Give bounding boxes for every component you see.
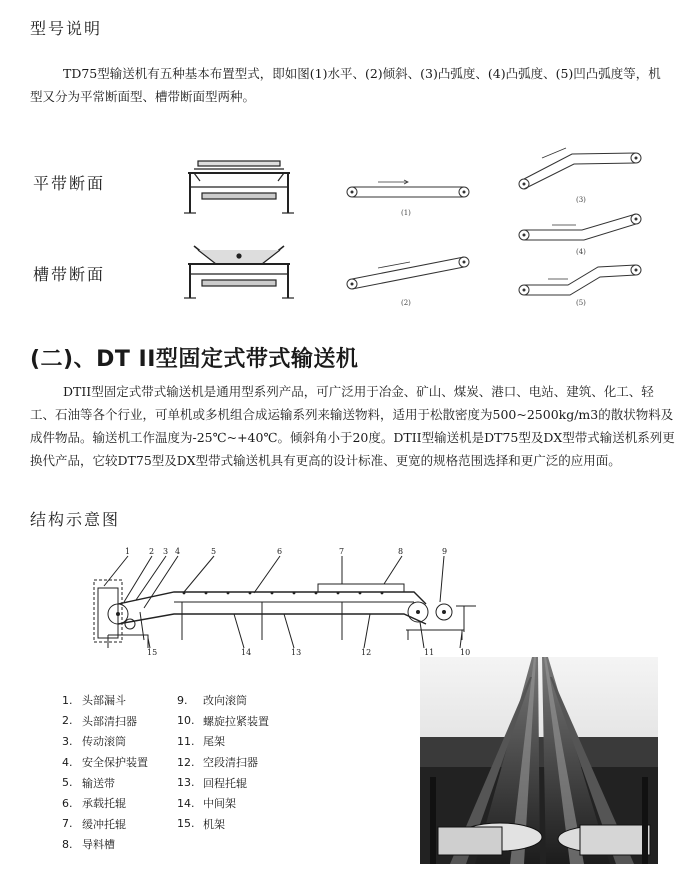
trough-cross-section-drawing: [180, 240, 298, 302]
legend-item: 1. 头部漏斗: [62, 693, 126, 708]
callout-9: 9: [442, 547, 448, 556]
layout-number-1: (1): [401, 209, 411, 217]
callout-1: 1: [125, 547, 131, 556]
callout-13: 13: [291, 648, 302, 657]
callout-14: 14: [241, 648, 252, 657]
legend-item: 14. 中间架: [177, 796, 236, 811]
dt2-description-paragraph: DTII型固定式带式输送机是通用型系列产品，可广泛用于冶金、矿山、煤炭、港口、电站、建筑、化工、轻工、石油等各个行业，可单机或多机组合成运输系列来输送物料，适用于松散密度为500~2500kg/m3的散状物料及成件物品。输送机工作温度为-25℃~+40℃。倾斜角小于20度。DTII型输送机是DT75型及DX型带式输送机系列更换代产品，它较DT75型及DX型带式输送机具有更高的设计标准、更宽的规格范围选择和更广泛的应用面。: [30, 384, 675, 468]
section-title-structure: 结构示意图: [30, 510, 121, 529]
flat-cross-section-drawing: [180, 155, 298, 217]
section-title-dt2: (二)、DT II型固定式带式输送机: [30, 347, 359, 372]
layout-number-5: (5): [576, 299, 586, 307]
legend-item: 8. 导料槽: [62, 837, 115, 852]
callout-12: 12: [361, 648, 372, 657]
structure-schematic-diagram: [84, 540, 484, 664]
legend-item: 12. 空段清扫器: [177, 755, 258, 770]
legend-item: 4. 安全保护装置: [62, 755, 148, 770]
legend-item: 15. 机架: [177, 817, 225, 831]
legend-item: 5. 输送带: [62, 776, 115, 790]
legend-item: 13. 回程托辊: [177, 776, 247, 790]
layout-convex-diagram: [512, 140, 652, 198]
flat-section-label: 平带断面: [33, 174, 106, 193]
model-intro-paragraph: TD75型输送机有五种基本布置型式，即如图(1)水平、(2)倾斜、(3)凸弧度、(4)凸弧度、(5)凹凸弧度等，机型又分为平常断面型、槽带断面型两种。: [30, 66, 661, 104]
callout-2: 2: [149, 547, 155, 556]
trough-section-label: 槽带断面: [33, 265, 106, 284]
callout-11: 11: [424, 648, 435, 657]
legend-item: 7. 缓冲托辊: [62, 817, 126, 831]
layout-inclined-diagram: [338, 248, 478, 298]
callout-8: 8: [398, 547, 404, 556]
legend-item: 6. 承载托辊: [62, 796, 126, 811]
layout-concave-convex-diagram: [512, 258, 652, 302]
callout-6: 6: [277, 547, 283, 556]
section-title-model: 型号说明: [30, 19, 103, 38]
callout-10: 10: [460, 648, 471, 657]
legend-item: 9. 改向滚筒: [177, 693, 247, 708]
legend-item: 2. 头部清扫器: [62, 714, 137, 728]
callout-15: 15: [147, 648, 158, 657]
legend-item: 11. 尾架: [177, 734, 225, 749]
legend-item: 3. 传动滚筒: [62, 734, 126, 749]
callout-7: 7: [339, 547, 345, 556]
legend-column-2: [177, 690, 269, 834]
callout-4: 4: [175, 547, 181, 556]
callout-3: 3: [163, 547, 169, 556]
conveyor-photo: [420, 657, 658, 864]
layout-number-2: (2): [401, 299, 411, 307]
layout-number-3: (3): [576, 196, 586, 204]
layout-horizontal-diagram: [338, 172, 478, 212]
callout-5: 5: [211, 547, 217, 556]
legend-column-1: [62, 690, 148, 855]
legend-item: 10. 螺旋拉紧装置: [177, 714, 269, 728]
layout-convex-2-diagram: [512, 205, 652, 249]
layout-number-4: (4): [576, 248, 586, 256]
